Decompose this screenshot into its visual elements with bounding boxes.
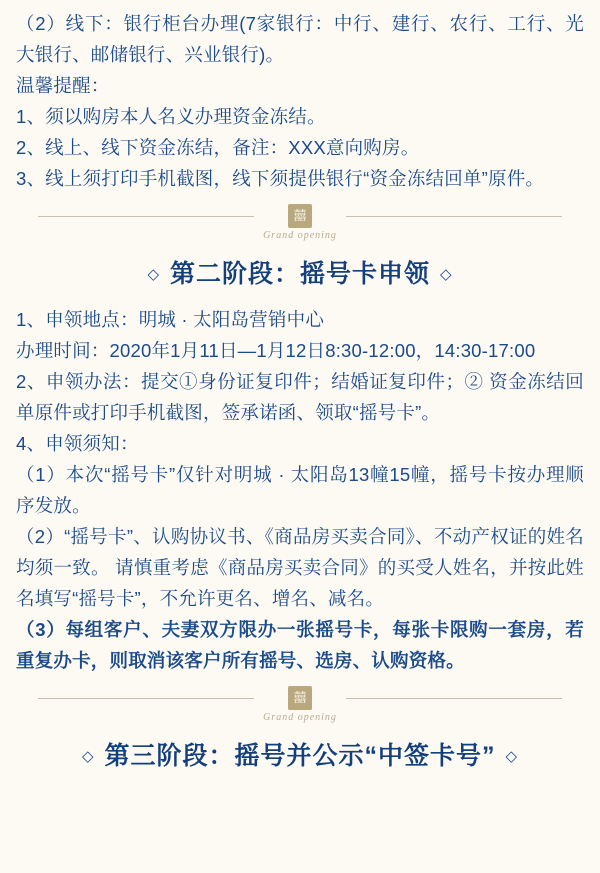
stage-two-body <box>16 304 584 676</box>
divider-line-left <box>38 216 254 217</box>
paragraph-notice-3: （3）每组客户、夫妻双方限办一张摇号卡，每张卡限购一套房，若重复办卡，则取消该客户所有摇号、选房、认购资格。 <box>16 619 584 671</box>
diamond-right-icon: ◇ <box>440 266 453 283</box>
paragraph-reminder-heading: 温馨提醒： <box>16 75 110 96</box>
paragraph-notice-1: （1）本次“摇号卡”仅针对明城 · 太阳岛13幢15幢，摇号卡按办理顺序发放。 <box>16 464 584 516</box>
divider-line-right <box>346 216 562 217</box>
double-happiness-icon: 囍 <box>288 204 312 228</box>
section-one-tail <box>16 8 584 194</box>
ornament-divider-bottom <box>16 686 584 732</box>
paragraph-reminder-2: 2、线上、线下资金冻结，备注：XXX意向购房。 <box>16 137 420 158</box>
paragraph-reminder-1: 1、须以购房本人名义办理资金冻结。 <box>16 106 326 127</box>
diamond-left-icon: ◇ <box>147 266 160 283</box>
divider-line-left-2 <box>38 698 254 699</box>
stage-three-title <box>16 736 584 772</box>
paragraph-apply-location: 1、申领地点：明城 · 太阳岛营销中心 <box>16 309 325 330</box>
diamond-left-icon: ◇ <box>81 748 95 765</box>
paragraph-notice-heading: 4、申领须知： <box>16 433 139 454</box>
stage-three-title-text: 第三阶段：摇号并公示“中签卡号” <box>104 742 496 770</box>
ornament-divider-top <box>16 204 584 250</box>
paragraph-offline-banks: （2）线下：银行柜台办理(7家银行：中行、建行、农行、工行、光大银行、邮储银行、兴业银行)。 <box>16 13 584 65</box>
divider-line-right-2 <box>346 698 562 699</box>
double-happiness-icon: 囍 <box>288 686 312 710</box>
paragraph-apply-time: 办理时间：2020年1月11日—1月12日8:30-12:00，14:30-17:00 <box>16 340 536 361</box>
divider-subtitle: Grand opening <box>263 712 337 723</box>
paragraph-notice-2: （2）“摇号卡”、认购协议书、《商品房买卖合同》、不动产权证的姓名均须一致。 请慎重考虑《商品房买卖合同》的买受人姓名，并按此姓名填写“摇号卡”，不允许更名、增名、减名。 <box>16 526 584 609</box>
paragraph-apply-method: 2、申领办法：提交①身份证复印件；结婚证复印件；② 资金冻结回单原件或打印手机截图，签承诺函、领取“摇号卡”。 <box>16 371 584 423</box>
divider-subtitle: Grand opening <box>263 230 337 241</box>
stage-two-title <box>16 254 584 290</box>
stage-two-title-text: 第二阶段：摇号卡申领 <box>169 260 430 288</box>
diamond-right-icon: ◇ <box>505 748 519 765</box>
paragraph-reminder-3: 3、线上须打印手机截图，线下须提供银行“资金冻结回单”原件。 <box>16 168 545 189</box>
